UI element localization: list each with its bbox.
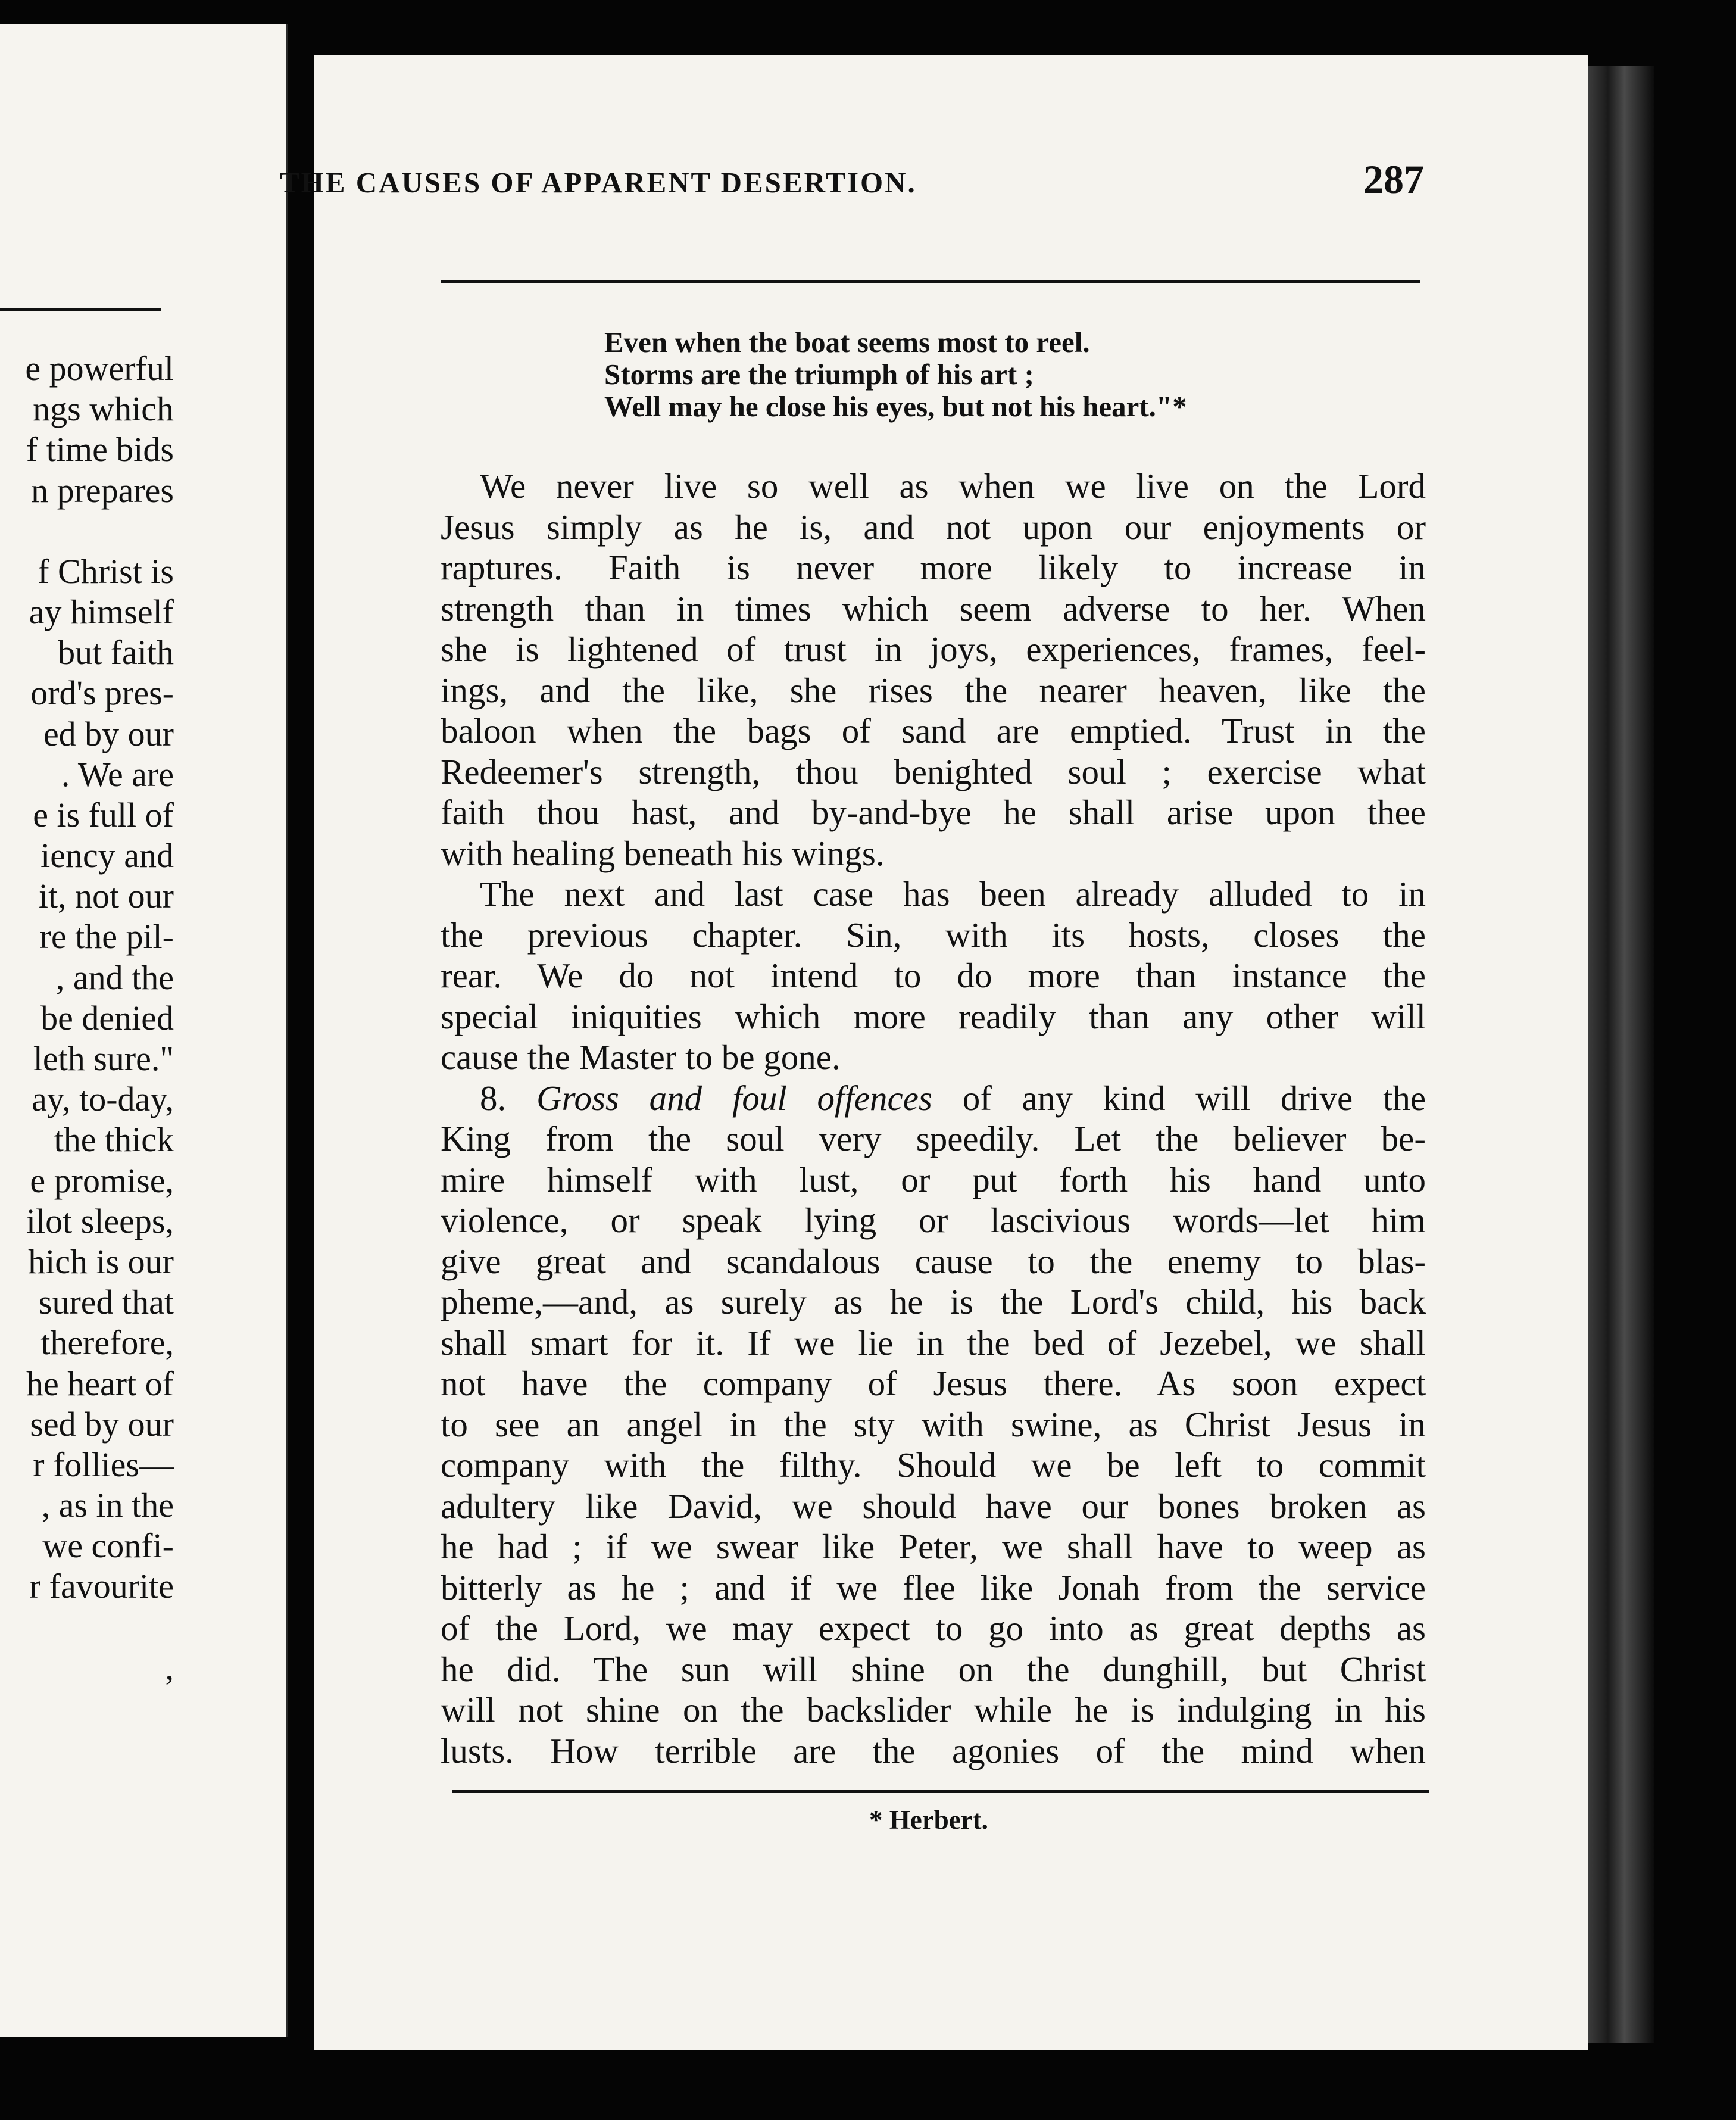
first-line-rest: of any kind will drive the (962, 1078, 1426, 1118)
paragraph-line: raptures. Faith is never more likely to increase in (441, 548, 1426, 587)
paragraph-line: he had ; if we swear like Peter, we shall have to weep as (441, 1527, 1426, 1566)
previous-page-line: , as in the (41, 1486, 174, 1525)
previous-page-line: e powerful (25, 349, 174, 388)
previous-page-line: sured that (38, 1283, 174, 1322)
previous-page-line: . We are (61, 755, 174, 794)
paragraph-line: Redeemer's strength, thou benighted soul ; exercise what (441, 752, 1426, 791)
paragraph-line: shall smart for it. If we lie in the bed of Jezebel, we shall (441, 1323, 1426, 1363)
paragraph-line: give great and scandalous cause to the enemy to blas- (441, 1241, 1426, 1281)
paragraph-line: We never live so well as when we live on the Lord (480, 466, 1426, 506)
section-heading: Gross and foul offences (536, 1078, 932, 1118)
previous-page-line: e promise, (30, 1161, 174, 1200)
paragraph-line: not have the company of Jesus there. As soon expect (441, 1364, 1426, 1403)
paragraph-line: violence, or speak lying or lascivious words—let him (441, 1201, 1426, 1240)
previous-page-line: but faith (58, 633, 174, 672)
previous-page-line: leth sure." (33, 1039, 174, 1078)
section-number: 8. (480, 1078, 507, 1118)
footnote: * Herbert. (869, 1805, 988, 1835)
previous-page-line: he heart of (26, 1364, 174, 1403)
paragraph-line (441, 1078, 1426, 1119)
previous-page-head-rule (0, 308, 161, 311)
paragraph-line: bitterly as he ; and if we flee like Jonah from the service (441, 1567, 1426, 1607)
running-head-title: THE CAUSES OF APPARENT DESERTION. (280, 166, 917, 199)
previous-page-line (25, 511, 174, 551)
paragraph-line: strength than in times which seem adverse to her. When (441, 588, 1426, 628)
paragraph-line: with healing beneath his wings. (441, 833, 885, 873)
paragraph-3 (441, 1078, 1426, 1772)
previous-page-line: , (165, 1648, 174, 1687)
verse-quotation (604, 326, 1187, 423)
previous-page-line: , and the (55, 958, 174, 997)
paragraph-line: mire himself with lust, or put forth his hand unto (441, 1159, 1426, 1199)
previous-page-line: hich is our (28, 1242, 174, 1281)
paragraph-line: ings, and the like, she rises the nearer heaven, like the (441, 670, 1426, 710)
paragraph-line: pheme,—and, as surely as he is the Lord's child, his back (441, 1282, 1426, 1321)
paragraph-line: of the Lord, we may expect to go into as great depths as (441, 1608, 1426, 1648)
paragraph-line: faith thou hast, and by-and-bye he shall arise upon thee (441, 793, 1426, 832)
verse-line: Well may he close his eyes, but not his heart."* (604, 390, 1187, 423)
running-head (280, 157, 1429, 213)
verse-line: Even when the boat seems most to reel. (604, 326, 1090, 358)
paragraph-line: baloon when the bags of sand are emptied. Trust in the (441, 711, 1426, 750)
paragraph-2 (441, 874, 1426, 1078)
previous-page-line: ay himself (29, 592, 174, 631)
previous-page-fragment (0, 24, 288, 2037)
paragraph-line: will not shine on the backslider while he is indulging in his (441, 1690, 1426, 1729)
paragraph-line: adultery like David, we should have our bones broken as (441, 1486, 1426, 1526)
previous-page-line: r follies— (33, 1445, 174, 1484)
paragraph-line: to see an angel in the sty with swine, as Christ Jesus in (441, 1404, 1426, 1444)
previous-page-line: ay, to-day, (32, 1080, 174, 1119)
paragraph-line: the previous chapter. Sin, with its hosts, closes the (441, 915, 1426, 955)
previous-page-line: re the pil- (39, 917, 174, 956)
paragraph-line: cause the Master to be gone. (441, 1037, 841, 1077)
previous-page-text (25, 348, 174, 1688)
previous-page-line: iency and (40, 836, 174, 875)
paragraph-line: rear. We do not intend to do more than instance the (441, 956, 1426, 995)
verse-line: Storms are the triumph of his art ; (604, 358, 1034, 391)
previous-page-line: the thick (54, 1120, 174, 1159)
paragraph-line: King from the soul very speedily. Let the believer be- (441, 1119, 1426, 1158)
previous-page-line: ord's pres- (30, 674, 174, 713)
previous-page-line: sed by our (30, 1404, 174, 1444)
paragraph-line: The next and last case has been already alluded to in (480, 874, 1426, 914)
book-page-edges (1588, 66, 1654, 2043)
previous-page-line: ngs which (33, 389, 174, 429)
previous-page-line: we confi- (42, 1526, 174, 1566)
paragraph-line: lusts. How terrible are the agonies of the mind when (441, 1731, 1426, 1770)
paragraph-line: she is lightened of trust in joys, experiences, frames, feel- (441, 629, 1426, 669)
footnote-rule (452, 1790, 1429, 1793)
paragraph-line: special iniquities which more readily than any other will (441, 996, 1426, 1036)
previous-page-line: n prepares (31, 470, 174, 510)
paragraph-1 (441, 466, 1426, 874)
previous-page-line: e is full of (33, 795, 174, 834)
previous-page-line: f time bids (26, 430, 174, 469)
previous-page-line: it, not our (38, 877, 174, 916)
previous-page-line (25, 1607, 174, 1648)
previous-page-line: ed by our (43, 714, 174, 753)
head-rule (441, 280, 1420, 283)
previous-page-line: ilot sleeps, (26, 1201, 174, 1240)
previous-page-line: f Christ is (38, 551, 174, 591)
previous-page-line: r favourite (29, 1567, 174, 1606)
body-text (441, 466, 1426, 1771)
page-number: 287 (1363, 157, 1424, 202)
previous-page-line: therefore, (40, 1323, 174, 1363)
paragraph-line: company with the filthy. Should we be left to commit (441, 1445, 1426, 1485)
previous-page-line: be denied (40, 998, 174, 1037)
paragraph-line: Jesus simply as he is, and not upon our enjoyments or (441, 507, 1426, 547)
paragraph-line: he did. The sun will shine on the dunghill, but Christ (441, 1649, 1426, 1689)
